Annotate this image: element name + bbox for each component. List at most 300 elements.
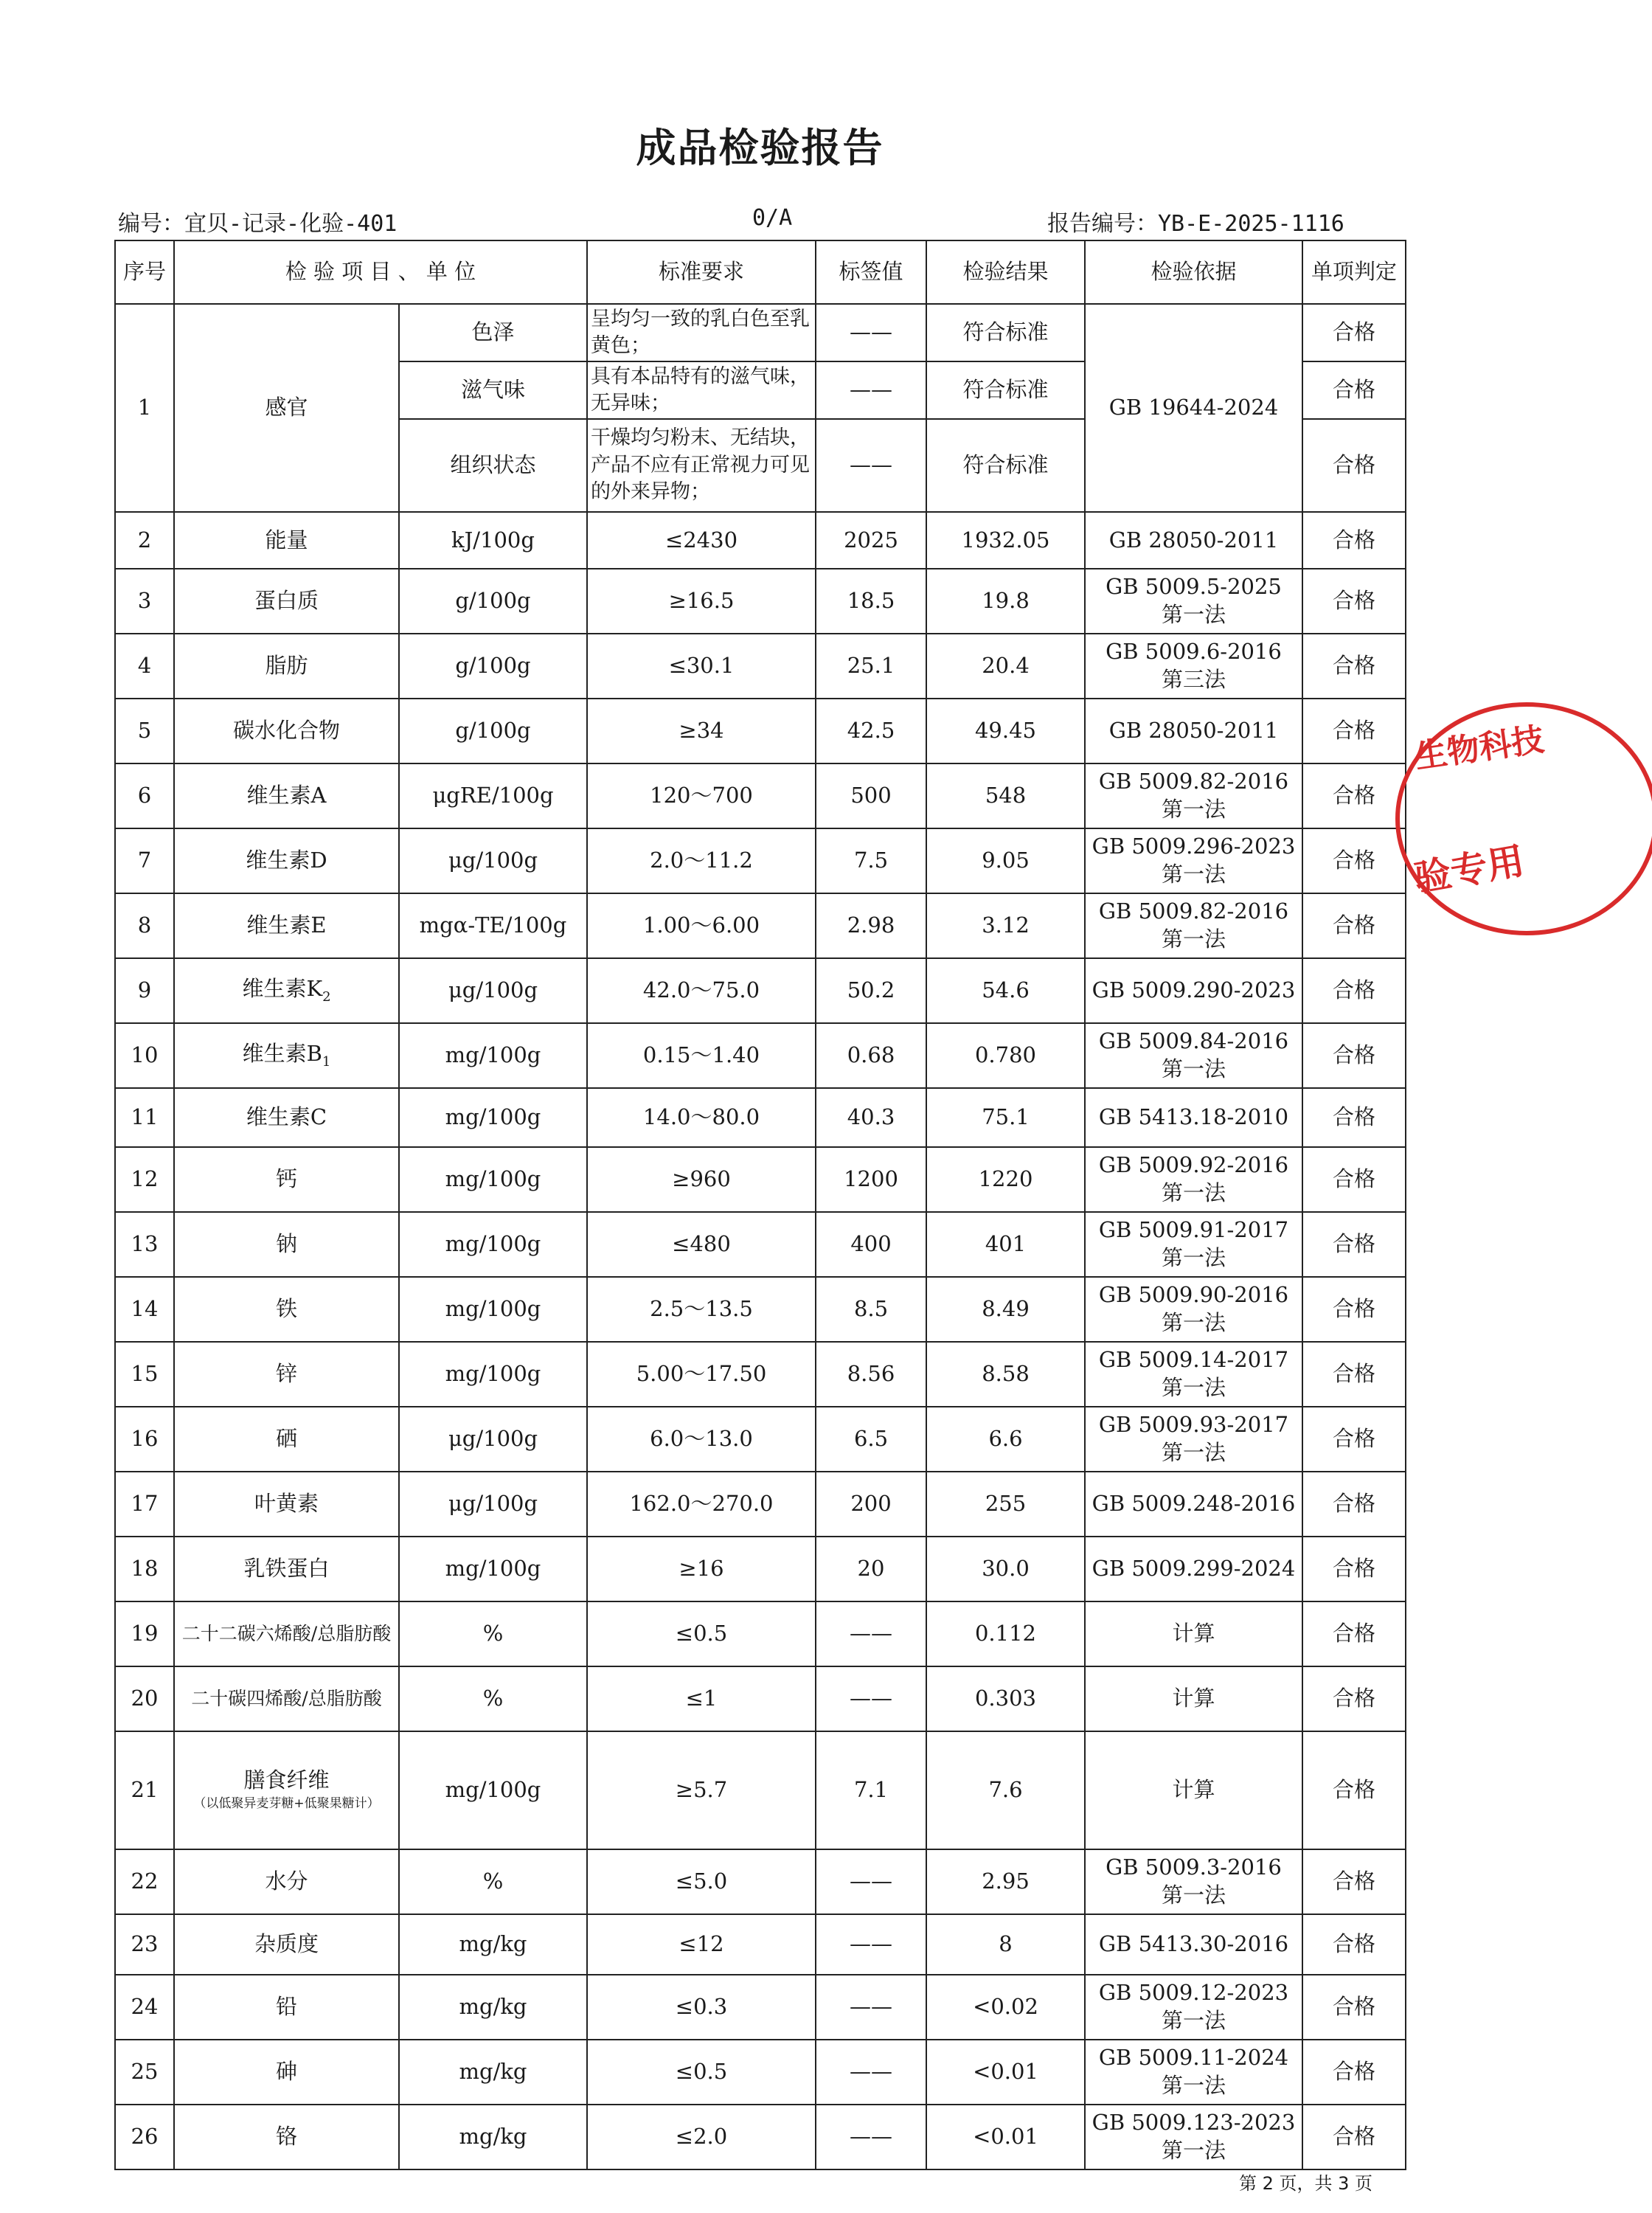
unit: mg/kg [399, 1914, 587, 1975]
table-row [115, 763, 1406, 828]
result: <0.02 [926, 1975, 1085, 2040]
basis-method: 第一法 [1161, 1056, 1226, 1081]
basis-standard: GB 5009.84-2016 [1098, 1028, 1289, 1054]
item-name-text: 维生素D [246, 848, 327, 873]
result: 1932.05 [926, 512, 1085, 569]
requirement: 0.15～1.40 [587, 1023, 816, 1088]
requirement: 1.00～6.00 [587, 893, 816, 958]
item-name [174, 569, 399, 634]
version-number: 0/A [752, 205, 793, 231]
requirement: 2.5～13.5 [587, 1277, 816, 1342]
table-row [115, 2105, 1406, 2169]
row-no: 20 [115, 1666, 174, 1731]
result: 8.49 [926, 1277, 1085, 1342]
basis [1085, 1914, 1302, 1975]
unit: μg/100g [399, 1472, 587, 1537]
basis [1085, 699, 1302, 763]
item-name [174, 1407, 399, 1472]
unit: mg/kg [399, 1975, 587, 2040]
unit: mg/100g [399, 1342, 587, 1407]
table-header-row [115, 240, 1406, 304]
row-no: 19 [115, 1601, 174, 1666]
unit: g/100g [399, 699, 587, 763]
table-row [115, 1342, 1406, 1407]
result: 9.05 [926, 828, 1085, 893]
requirement: 14.0～80.0 [587, 1088, 816, 1147]
requirement: ≤0.3 [587, 1975, 816, 2040]
basis [1085, 1212, 1302, 1277]
result: 符合标准 [926, 419, 1085, 512]
item-name [174, 1212, 399, 1277]
item-name-text: 叶黄素 [254, 1491, 319, 1517]
label-value: —— [816, 2040, 926, 2105]
basis-method: 第一法 [1161, 1245, 1226, 1270]
result: 401 [926, 1212, 1085, 1277]
label-value: —— [816, 2105, 926, 2169]
label-value: 18.5 [816, 569, 926, 634]
item-name [174, 958, 399, 1023]
label-value: 25.1 [816, 634, 926, 699]
item-name [174, 634, 399, 699]
row-no: 10 [115, 1023, 174, 1088]
result: 75.1 [926, 1088, 1085, 1147]
basis [1085, 1731, 1302, 1849]
header-item: 检 验 项 目 、 单 位 [174, 240, 587, 304]
verdict: 合格 [1302, 763, 1406, 828]
basis [1085, 763, 1302, 828]
result: 0.303 [926, 1666, 1085, 1731]
table-row [115, 634, 1406, 699]
table-row [115, 1277, 1406, 1342]
row-no: 2 [115, 512, 174, 569]
stamp-text-bottom: 验专用 [1411, 839, 1528, 901]
result: 0.112 [926, 1601, 1085, 1666]
verdict: 合格 [1302, 634, 1406, 699]
verdict: 合格 [1302, 1407, 1406, 1472]
result: 2.95 [926, 1849, 1085, 1914]
item-name-text: 杂质度 [254, 1931, 319, 1957]
basis-standard: GB 5009.12-2023 [1098, 1980, 1289, 2006]
basis [1085, 1472, 1302, 1537]
verdict: 合格 [1302, 828, 1406, 893]
requirement: ≥5.7 [587, 1731, 816, 1849]
verdict: 合格 [1302, 361, 1406, 419]
page-footer: 第 2 页，共 3 页 [1239, 2173, 1373, 2194]
table-row [115, 512, 1406, 569]
label-value: 8.5 [816, 1277, 926, 1342]
label-value: —— [816, 419, 926, 512]
label-value: 2025 [816, 512, 926, 569]
result: 8 [926, 1914, 1085, 1975]
basis-standard: GB 5413.18-2010 [1098, 1104, 1289, 1130]
verdict: 合格 [1302, 1023, 1406, 1088]
verdict: 合格 [1302, 1212, 1406, 1277]
item-name-text: 脂肪 [265, 653, 308, 679]
inspection-table [114, 240, 1406, 2170]
basis-standard: GB 5009.92-2016 [1098, 1152, 1289, 1178]
item-name-text: 蛋白质 [254, 588, 319, 614]
item-name [174, 1849, 399, 1914]
requirement: 呈均匀一致的乳白色至乳黄色； [587, 304, 816, 361]
table-row [115, 828, 1406, 893]
label-value: 2.98 [816, 893, 926, 958]
table-row [115, 2040, 1406, 2105]
item-name-text: 锌 [275, 1361, 297, 1387]
basis [1085, 828, 1302, 893]
item-name-text: 二十碳四烯酸/总脂肪酸 [191, 1687, 382, 1709]
basis-standard: GB 5009.14-2017 [1098, 1347, 1289, 1373]
item-name [174, 2040, 399, 2105]
basis [1085, 1537, 1302, 1601]
basis-method: 第一法 [1161, 2008, 1226, 2033]
verdict: 合格 [1302, 569, 1406, 634]
requirement: 5.00～17.50 [587, 1342, 816, 1407]
table-row [115, 1407, 1406, 1472]
basis [1085, 893, 1302, 958]
label-value: 40.3 [816, 1088, 926, 1147]
basis [1085, 1147, 1302, 1212]
item-name [174, 2105, 399, 2169]
table-row [115, 1914, 1406, 1975]
table-row [115, 958, 1406, 1023]
item-name [174, 1147, 399, 1212]
label-value: 42.5 [816, 699, 926, 763]
row-no: 21 [115, 1731, 174, 1849]
item-name-text: 碳水化合物 [232, 718, 340, 744]
unit: g/100g [399, 634, 587, 699]
result: 符合标准 [926, 304, 1085, 361]
basis-standard: GB 5009.6-2016 [1106, 639, 1282, 665]
row-no: 8 [115, 893, 174, 958]
basis-standard: GB 28050-2011 [1108, 718, 1279, 744]
item-name [174, 1975, 399, 2040]
requirement: 120～700 [587, 763, 816, 828]
sub-item: 色泽 [399, 304, 587, 361]
unit: mg/100g [399, 1731, 587, 1849]
verdict: 合格 [1302, 1731, 1406, 1849]
item-name-text: 水分 [265, 1869, 308, 1894]
verdict: 合格 [1302, 1277, 1406, 1342]
item-name-text: 膳食纤维 [243, 1767, 330, 1793]
verdict: 合格 [1302, 1537, 1406, 1601]
unit: mg/100g [399, 1212, 587, 1277]
basis-standard: GB 5009.93-2017 [1098, 1412, 1289, 1438]
basis-method: 第一法 [1161, 1310, 1226, 1335]
verdict: 合格 [1302, 1666, 1406, 1731]
unit: mg/100g [399, 1088, 587, 1147]
verdict: 合格 [1302, 893, 1406, 958]
row-no: 13 [115, 1212, 174, 1277]
result: 7.6 [926, 1731, 1085, 1849]
row-no: 9 [115, 958, 174, 1023]
row-no: 25 [115, 2040, 174, 2105]
item-name [174, 828, 399, 893]
item-name [174, 893, 399, 958]
item-name [174, 699, 399, 763]
basis [1085, 1342, 1302, 1407]
requirement: 2.0～11.2 [587, 828, 816, 893]
basis-method: 第一法 [1161, 2073, 1226, 2098]
unit: mg/100g [399, 1277, 587, 1342]
stamp-text-top: 生物科技 [1412, 721, 1547, 777]
unit: μg/100g [399, 828, 587, 893]
label-value: 7.5 [816, 828, 926, 893]
basis [1085, 1277, 1302, 1342]
requirement: 具有本品特有的滋气味，无异味； [587, 361, 816, 419]
requirement: ≤0.5 [587, 1601, 816, 1666]
basis-standard: GB 5009.82-2016 [1098, 898, 1289, 924]
label-value: 1200 [816, 1147, 926, 1212]
item-name [174, 512, 399, 569]
basis-method: 第一法 [1161, 927, 1226, 952]
item-subscript: 1 [322, 1054, 331, 1070]
basis-standard: GB 5009.82-2016 [1098, 769, 1289, 794]
label-value: 7.1 [816, 1731, 926, 1849]
item-name [174, 1537, 399, 1601]
basis [1085, 2040, 1302, 2105]
unit: g/100g [399, 569, 587, 634]
requirement: ≤2.0 [587, 2105, 816, 2169]
result: 1220 [926, 1147, 1085, 1212]
item-name [174, 1023, 399, 1088]
item-name-text: 钠 [275, 1231, 297, 1257]
label-value: —— [816, 304, 926, 361]
table-row [115, 1731, 1406, 1849]
unit: μg/100g [399, 1407, 587, 1472]
basis-standard: GB 5009.91-2017 [1098, 1217, 1289, 1243]
verdict: 合格 [1302, 304, 1406, 361]
basis: GB 19644-2024 [1085, 304, 1302, 512]
item-name-text: 维生素K [242, 976, 323, 1002]
label-value: —— [816, 361, 926, 419]
table-row [115, 1975, 1406, 2040]
requirement: ≤5.0 [587, 1849, 816, 1914]
header-basis: 检验依据 [1085, 240, 1302, 304]
unit: % [399, 1666, 587, 1731]
basis [1085, 2105, 1302, 2169]
table-row [115, 1147, 1406, 1212]
row-no: 24 [115, 1975, 174, 2040]
basis-method: 第一法 [1161, 1883, 1226, 1908]
red-seal-stamp [1386, 693, 1652, 944]
row-no: 26 [115, 2105, 174, 2169]
basis [1085, 1407, 1302, 1472]
table-row [115, 1088, 1406, 1147]
basis [1085, 634, 1302, 699]
basis-method: 第一法 [1161, 862, 1226, 887]
requirement: ≥960 [587, 1147, 816, 1212]
basis-standard: GB 5009.5-2025 [1106, 574, 1282, 600]
requirement: ≤0.5 [587, 2040, 816, 2105]
basis-method: 第一法 [1161, 602, 1226, 627]
result: 0.780 [926, 1023, 1085, 1088]
unit: % [399, 1849, 587, 1914]
table-row [115, 304, 1406, 361]
verdict: 合格 [1302, 699, 1406, 763]
basis [1085, 1975, 1302, 2040]
result: 255 [926, 1472, 1085, 1537]
label-value: 20 [816, 1537, 926, 1601]
unit: % [399, 1601, 587, 1666]
item-name [174, 1914, 399, 1975]
item-name [174, 1277, 399, 1342]
item-name [174, 1601, 399, 1666]
report-title: 成品检验报告 [636, 125, 884, 171]
basis [1085, 1088, 1302, 1147]
result: 20.4 [926, 634, 1085, 699]
label-value: —— [816, 1601, 926, 1666]
header-verdict: 单项判定 [1302, 240, 1406, 304]
basis-method: 第一法 [1161, 797, 1226, 822]
header-no: 序号 [115, 240, 174, 304]
item-name-text: 维生素E [246, 912, 327, 938]
basis-method: 第一法 [1161, 1180, 1226, 1205]
row-no: 17 [115, 1472, 174, 1537]
label-value: —— [816, 1666, 926, 1731]
requirement: ≥16.5 [587, 569, 816, 634]
basis-standard: 计算 [1172, 1621, 1215, 1646]
item-name [174, 1666, 399, 1731]
row-no: 22 [115, 1849, 174, 1914]
result: <0.01 [926, 2105, 1085, 2169]
basis [1085, 1666, 1302, 1731]
requirement: ≥34 [587, 699, 816, 763]
verdict: 合格 [1302, 1472, 1406, 1537]
label-value: —— [816, 1914, 926, 1975]
basis-standard: GB 28050-2011 [1108, 527, 1279, 553]
basis [1085, 1601, 1302, 1666]
verdict: 合格 [1302, 2105, 1406, 2169]
unit: kJ/100g [399, 512, 587, 569]
item-name [174, 1472, 399, 1537]
label-value: —— [816, 1849, 926, 1914]
item-name-text: 铬 [275, 2124, 297, 2150]
requirement: 162.0～270.0 [587, 1472, 816, 1537]
basis-standard: 计算 [1172, 1686, 1215, 1711]
result: 6.6 [926, 1407, 1085, 1472]
item-name-text: 维生素A [246, 783, 327, 808]
basis-standard: GB 5009.290-2023 [1092, 977, 1296, 1003]
basis-standard: GB 5009.90-2016 [1098, 1282, 1289, 1308]
item-name [174, 1342, 399, 1407]
unit: μg/100g [399, 958, 587, 1023]
header-requirement: 标准要求 [587, 240, 816, 304]
row-no: 23 [115, 1914, 174, 1975]
label-value: 50.2 [816, 958, 926, 1023]
verdict: 合格 [1302, 2040, 1406, 2105]
item-name-text: 砷 [275, 2059, 297, 2085]
basis-method: 第一法 [1161, 2138, 1226, 2163]
basis-method: 第一法 [1161, 1375, 1226, 1400]
row-no: 15 [115, 1342, 174, 1407]
basis-standard: GB 5413.30-2016 [1098, 1931, 1289, 1957]
item-name-text: 二十二碳六烯酸/总脂肪酸 [181, 1622, 392, 1644]
requirement: ≥16 [587, 1537, 816, 1601]
label-value: 6.5 [816, 1407, 926, 1472]
item-note: （以低聚异麦芽糖+低聚果糖计） [193, 1796, 380, 1812]
table-row [115, 1023, 1406, 1088]
row-no: 12 [115, 1147, 174, 1212]
verdict: 合格 [1302, 1601, 1406, 1666]
row-no: 18 [115, 1537, 174, 1601]
item-name [174, 1731, 399, 1849]
result: 54.6 [926, 958, 1085, 1023]
label-value: —— [816, 1975, 926, 2040]
report-number: 报告编号：YB-E-2025-1116 [1047, 211, 1344, 237]
requirement: ≤1 [587, 1666, 816, 1731]
result: 8.58 [926, 1342, 1085, 1407]
requirement: 干燥均匀粉末、无结块，产品不应有正常视力可见的外来异物； [587, 419, 816, 512]
verdict: 合格 [1302, 1914, 1406, 1975]
item-name-text: 铁 [275, 1296, 297, 1322]
basis [1085, 958, 1302, 1023]
requirement: 42.0～75.0 [587, 958, 816, 1023]
item-name-text: 钙 [275, 1166, 297, 1192]
result: 49.45 [926, 699, 1085, 763]
document-number: 编号：宜贝-记录-化验-401 [118, 211, 398, 237]
item-name-text: 能量 [265, 527, 308, 553]
result: <0.01 [926, 2040, 1085, 2105]
item-name-text: 维生素C [246, 1104, 327, 1130]
basis [1085, 512, 1302, 569]
row-no: 16 [115, 1407, 174, 1472]
label-value: 0.68 [816, 1023, 926, 1088]
basis [1085, 1849, 1302, 1914]
row-no: 4 [115, 634, 174, 699]
verdict: 合格 [1302, 512, 1406, 569]
basis-method: 第一法 [1161, 1440, 1226, 1465]
requirement: ≤480 [587, 1212, 816, 1277]
header-result: 检验结果 [926, 240, 1085, 304]
unit: μgRE/100g [399, 763, 587, 828]
result: 3.12 [926, 893, 1085, 958]
table-row [115, 1601, 1406, 1666]
sub-item: 滋气味 [399, 361, 587, 419]
unit: mgα-TE/100g [399, 893, 587, 958]
label-value: 8.56 [816, 1342, 926, 1407]
unit: mg/100g [399, 1537, 587, 1601]
unit: mg/100g [399, 1023, 587, 1088]
requirement: 6.0～13.0 [587, 1407, 816, 1472]
sub-item: 组织状态 [399, 419, 587, 512]
basis-standard: 计算 [1172, 1777, 1215, 1803]
item-subscript: 2 [322, 989, 331, 1005]
basis [1085, 1023, 1302, 1088]
verdict: 合格 [1302, 1849, 1406, 1914]
unit: mg/100g [399, 1147, 587, 1212]
item-name: 感官 [174, 304, 399, 512]
basis-standard: GB 5009.123-2023 [1092, 2110, 1296, 2136]
row-no: 14 [115, 1277, 174, 1342]
label-value: 200 [816, 1472, 926, 1537]
basis-standard: GB 5009.248-2016 [1092, 1491, 1296, 1517]
row-no: 5 [115, 699, 174, 763]
result: 30.0 [926, 1537, 1085, 1601]
basis-method: 第三法 [1161, 667, 1226, 692]
table-row [115, 1666, 1406, 1731]
verdict: 合格 [1302, 1147, 1406, 1212]
requirement: ≤2430 [587, 512, 816, 569]
table-row [115, 1537, 1406, 1601]
item-name-text: 维生素B [242, 1041, 322, 1067]
row-no: 7 [115, 828, 174, 893]
basis-standard: GB 5009.299-2024 [1092, 1556, 1296, 1582]
requirement: ≤30.1 [587, 634, 816, 699]
label-value: 400 [816, 1212, 926, 1277]
row-no: 3 [115, 569, 174, 634]
item-name-text: 硒 [275, 1426, 297, 1452]
result: 19.8 [926, 569, 1085, 634]
